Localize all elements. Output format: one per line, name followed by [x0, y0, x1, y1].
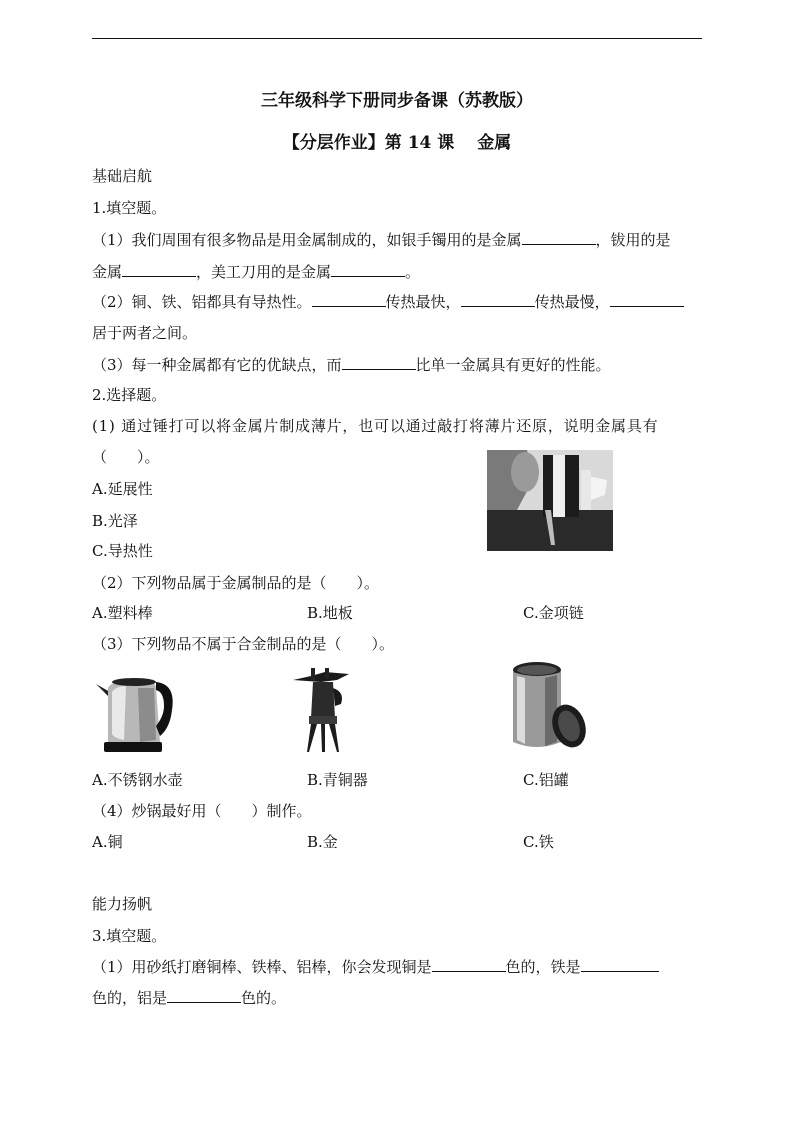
q1-3-text-b: 比单一金属具有更好的性能。	[415, 356, 611, 374]
answer-blank[interactable]	[522, 229, 596, 245]
q2-2-option-b[interactable]: B.地板	[307, 604, 353, 622]
question-2-title: 2.选择题。	[92, 386, 167, 404]
document-title: 三年级科学下册同步备课（苏教版）	[261, 91, 533, 111]
answer-blank[interactable]	[610, 291, 684, 307]
q1-1-text-c: 金属	[92, 263, 123, 281]
answer-blank[interactable]	[331, 261, 405, 277]
q3-1-line2	[92, 987, 286, 1008]
q1-1-line2	[92, 261, 420, 282]
section-basic-title: 基础启航	[92, 167, 153, 185]
stainless-kettle-image	[94, 670, 176, 754]
q1-3-line	[92, 354, 611, 375]
q2-3-option-c[interactable]: C.铝罐	[523, 771, 569, 789]
q3-1-text-a: （1）用砂纸打磨铜棒、铁棒、铝棒，你会发现铜是	[92, 958, 432, 976]
q1-2-line2: 居于两者之间。	[92, 324, 198, 342]
q1-1-text-e: 。	[405, 263, 421, 281]
answer-blank[interactable]	[167, 987, 241, 1003]
q1-1-text-d: ，美工刀用的是金属	[196, 263, 332, 281]
q3-1-line1	[92, 956, 659, 977]
q1-2-text-a: （2）铜、铁、铝都具有导热性。	[92, 293, 312, 311]
bronze-vessel-image	[291, 668, 351, 754]
q2-4-option-a[interactable]: A.铜	[92, 833, 123, 851]
answer-blank[interactable]	[312, 291, 386, 307]
q3-1-text-d: 色的。	[241, 989, 287, 1007]
answer-blank[interactable]	[342, 354, 416, 370]
q1-3-text-a: （3）每一种金属都有它的优缺点，而	[92, 356, 342, 374]
q2-4-question: （4）炒锅最好用（ ）制作。	[92, 802, 312, 820]
q1-2-line1	[92, 291, 684, 312]
q3-1-text-c: 色的，铝是	[92, 989, 168, 1007]
aluminum-can-image	[507, 660, 593, 756]
q2-1-option-c[interactable]: C.导热性	[92, 542, 153, 560]
answer-blank[interactable]	[461, 291, 535, 307]
q1-1-text-b: ，钹用的是	[595, 231, 671, 249]
q1-1-text-a: （1）我们周围有很多物品是用金属制成的，如银手镯用的是金属	[92, 231, 522, 249]
q2-3-option-a[interactable]: A.不锈钢水壶	[92, 771, 183, 789]
q1-1-line1	[92, 229, 671, 250]
q2-3-question: （3）下列物品不属于合金制品的是（ ）。	[92, 635, 395, 653]
q2-4-option-b[interactable]: B.金	[307, 833, 338, 851]
q2-1-line2: （ ）。	[92, 448, 160, 466]
question-3-title: 3.填空题。	[92, 927, 167, 945]
hammering-metal-photo	[487, 450, 613, 551]
q1-2-text-b: 传热最快，	[385, 293, 461, 311]
header-rule	[92, 38, 702, 39]
answer-blank[interactable]	[432, 956, 506, 972]
q1-2-text-c: 传热最慢，	[534, 293, 610, 311]
q2-4-option-c[interactable]: C.铁	[523, 833, 554, 851]
q2-2-option-a[interactable]: A.塑料棒	[92, 604, 153, 622]
q2-3-option-b[interactable]: B.青铜器	[307, 771, 368, 789]
q2-1-option-b[interactable]: B.光泽	[92, 512, 138, 530]
answer-blank[interactable]	[122, 261, 196, 277]
answer-blank[interactable]	[581, 956, 659, 972]
q2-2-question: （2）下列物品属于金属制品的是（ ）。	[92, 574, 380, 592]
lesson-title: 【分层作业】第 14 课 金属	[282, 133, 512, 153]
q2-1-option-a[interactable]: A.延展性	[92, 480, 153, 498]
q2-2-option-c[interactable]: C.金项链	[523, 604, 584, 622]
section-ability-title: 能力扬帆	[92, 895, 153, 913]
q3-1-text-b: 色的，铁是	[505, 958, 581, 976]
q2-1-line1: (1) 通过锤打可以将金属片制成薄片，也可以通过敲打将薄片还原，说明金属具有	[92, 417, 659, 435]
question-1-title: 1.填空题。	[92, 199, 167, 217]
